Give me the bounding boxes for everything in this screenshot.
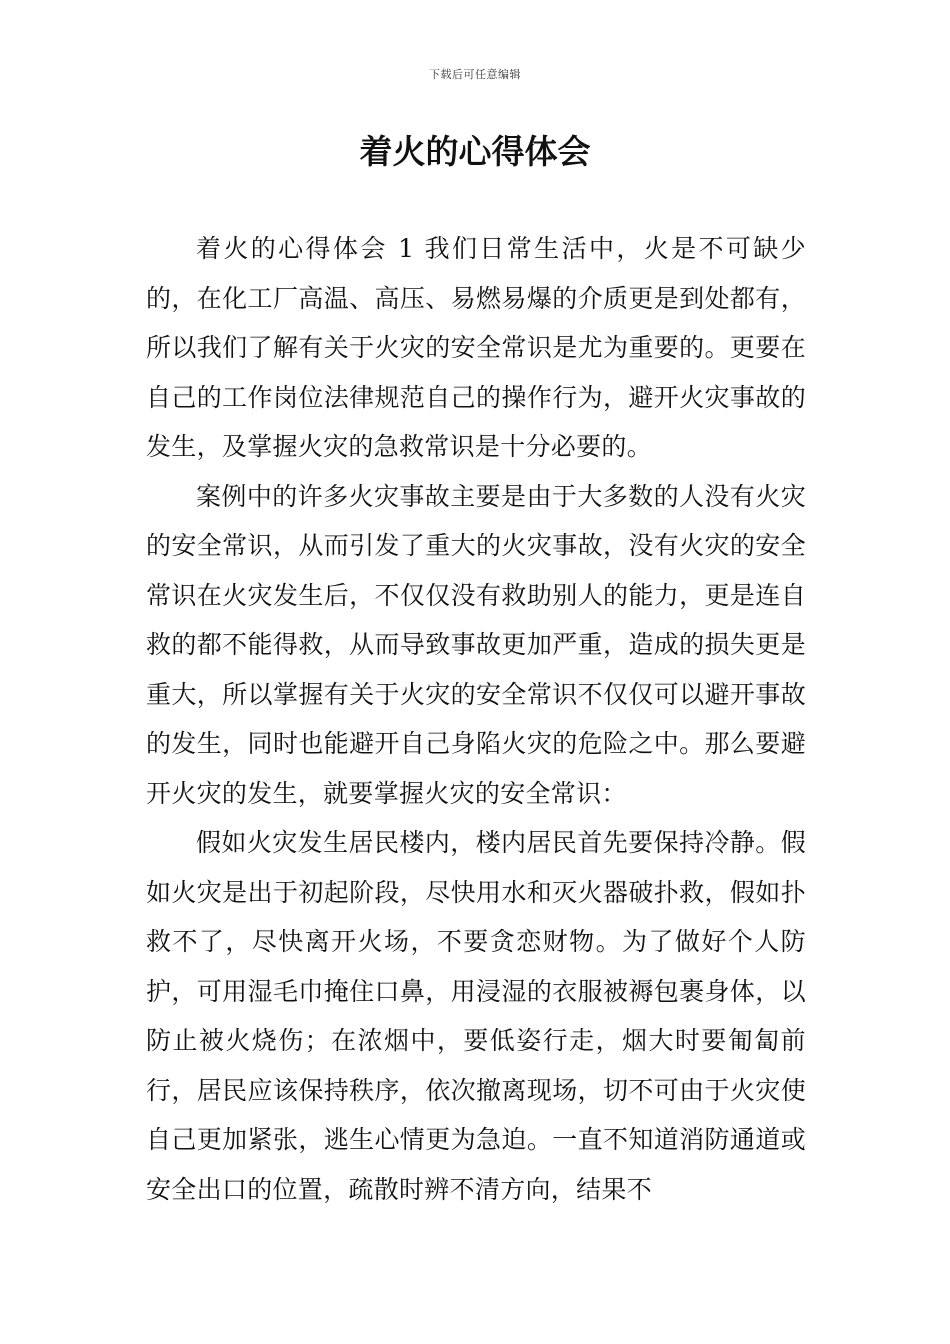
- paragraph: 着火的心得体会 1 我们日常生活中，火是不可缺少的，在化工厂高温、高压、易燃易爆的介质更是到处都有，所以我们了解有关于火灾的安全常识是尤为重要的。更要在自己的工作岗位法律规范自己的操作行为，避开火灾事故的发生，及掌握火灾的急救常识是十分必要的。: [146, 234, 806, 461]
- paragraph: 案例中的许多火灾事故主要是由于大多数的人没有火灾的安全常识，从而引发了重大的火灾事故，没有火灾的安全常识在火灾发生后，不仅仅没有救助别人的能力，更是连自救的都不能得救，从而导致事故更加严重，造成的损失更是重大，所以掌握有关于火灾的安全常识不仅仅可以避开事故的发生，同时也能避开自己身陷火灾的危险之中。那么要避开火灾的发生，就要掌握火灾的安全常识：: [146, 481, 806, 808]
- paragraph: 假如火灾发生居民楼内，楼内居民首先要保持冷静。假如火灾是出于初起阶段，尽快用水和灭火器破扑救，假如扑救不了，尽快离开火场，不要贪恋财物。为了做好个人防护，可用湿毛巾掩住口鼻，用浸湿的衣服被褥包裹身体，以防止被火烧伤；在浓烟中，要低姿行走，烟大时要匍匐前行，居民应该保持秩序，依次撤离现场，切不可由于火灾使自己更加紧张，逃生心情更为急迫。一直不知道消防通道或安全出口的位置，疏散时辨不清方向，结果不: [146, 828, 806, 1204]
- document-body: [146, 224, 806, 1214]
- header-note: 下载后可任意编辑: [429, 68, 521, 81]
- document-title: 着火的心得体会: [359, 132, 591, 171]
